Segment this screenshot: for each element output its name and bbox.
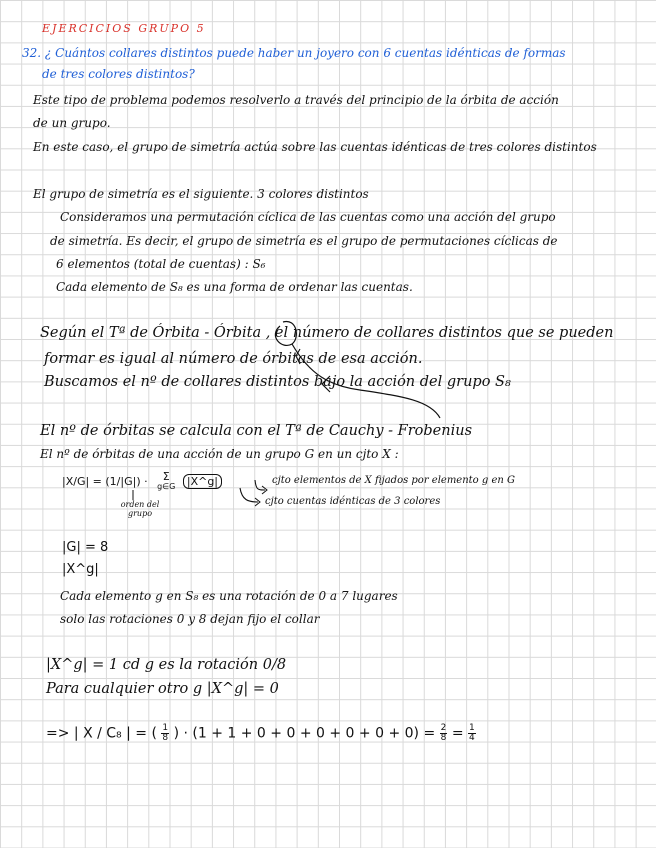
sym-line-2: Consideramos una permutación cíclica de las cuentas como una acción del grupo [60,210,556,224]
orbit-line-2: formar es igual al número de órbitas de esa acción. [44,351,423,367]
intro-line-1: Este tipo de problema podemos resolverlo a través del principio de la órbita de acción [33,93,559,107]
sum-symbol: Σ [162,470,170,483]
final-result [46,724,476,743]
annotation-group-order: orden del grupo [120,500,160,518]
cauchy-line-2: El nº de órbitas de una acción de un grupo G en un cjto X : [40,447,399,461]
final-lhs: => | X / C₈ | = ( [46,725,157,742]
intro-line-3: En este caso, el grupo de simetría actúa sobre las cuentas idénticas de tres colores distintos [33,140,597,154]
page-header: EJERCICIOS GRUPO 5 [42,22,206,35]
fixed-set-label: |X^g| [62,562,99,577]
intro-line-2: de un grupo. [33,116,111,130]
annotation-set-beads: cjto cuentas idénticas de 3 colores [265,496,441,507]
orbit-line-1: Según el Tª de Órbita - Órbita , el número de collares distintos que se pueden [40,325,614,341]
sym-line-3: de simetría. Es decir, el grupo de simetría es el grupo de permutaciones cíclicas de [50,234,558,248]
sym-line-1: El grupo de simetría es el siguiente. 3 colores distintos [33,187,369,201]
sum-symbol-group [157,472,175,492]
orbit-line-3: Buscamos el nº de collares distintos bajo la acción del grupo S₈ [44,374,511,390]
sym-line-5: Cada elemento de S₈ es una forma de ordenar las cuentas. [56,280,413,294]
burnside-formula [62,472,222,492]
cauchy-line-1: El nº de órbitas se calcula con el Tª de Cauchy - Frobenius [40,423,473,439]
fraction-one-eighth: $\frac{1}{8}$ [162,723,169,743]
equals-sign: = [451,725,464,742]
fraction-one-quarter: $\frac{1}{4}$ [469,723,475,743]
result-line-2: Para cualquier otro g |X^g| = 0 [46,681,279,697]
calc-line-rotation: Cada elemento g en S₈ es una rotación de 0 a 7 lugares [60,589,398,603]
question-line-1: 32. ¿ Cuántos collares distintos puede haber un joyero con 6 cuentas idénticas de formas [22,46,566,60]
sym-line-4: 6 elementos (total de cuentas) : S₆ [56,257,266,271]
result-line-1: |X^g| = 1 cd g es la rotación 0/8 [46,657,287,673]
group-order: |G| = 8 [62,540,109,555]
fraction-two-eighths: $\frac{2}{8}$ [440,723,447,743]
question-line-2: de tres colores distintos? [42,67,195,81]
final-middle: ) · (1 + 1 + 0 + 0 + 0 + 0 + 0 + 0) = [173,725,436,742]
sum-subscript: g∈G [157,482,176,491]
calc-line-fixed: solo las rotaciones 0 y 8 dejan fijo el collar [60,612,320,626]
fixed-set-term: |X^g| [183,474,222,489]
formula-lhs: |X/G| = (1/|G|) · [62,475,148,488]
annotation-fixed-elements: cjto elementos de X fijados por elemento g en G [272,475,515,486]
